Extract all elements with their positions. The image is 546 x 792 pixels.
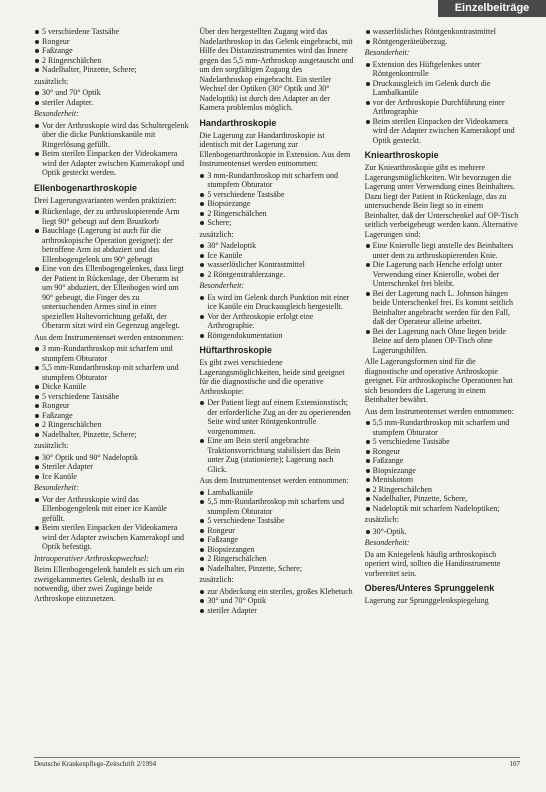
list-item: Extension des Hüftgelenkes unter Röntgenkontrolle xyxy=(365,60,520,79)
list-item: Faßzange xyxy=(199,535,354,545)
column-2 xyxy=(199,27,354,747)
bullet-list xyxy=(34,27,189,75)
list-item: Nadelhalter, Pinzette, Schere; xyxy=(34,65,189,75)
label-additional: zusätzlich: xyxy=(34,76,69,86)
list-item: zur Abdeckung ein steriles, großes Klebetuch xyxy=(199,587,354,597)
list-item: Ice Kanüle xyxy=(34,472,189,482)
list-item: Röntgengeräteüberzug. xyxy=(365,37,520,47)
bullet-list xyxy=(365,27,520,46)
label-additional: zusätzlich: xyxy=(364,515,399,524)
list-item: Faßzange xyxy=(34,46,189,56)
label-additional: zusätzlich: xyxy=(199,229,234,239)
list-item: 5 verschiedene Tastsäbe xyxy=(365,437,520,447)
list-item: Nadelhalter, Pinzette, Schere, xyxy=(365,494,520,504)
list-item: Rongeur xyxy=(199,526,354,536)
list-item: 5 verschiedene Tastsäbe xyxy=(34,392,189,402)
list-item: Ice Kanüle xyxy=(199,251,354,261)
list-item: 30° Nadeloptik xyxy=(199,241,354,251)
list-item: Die Lagerung nach Henche erfolgt unter Verwendung einer Knierolle, wobei der Unterschenkel frei bleibt. xyxy=(365,260,520,289)
list-item: Eine von des Ellenbogengelenkes, dass liegt der Patient in Rückenlage, der Oberarm ist um 90° abduziert, der Ellenbogen wird um 90° gebeugt, die Finger des zu untersuchenden Armes sind in einer speziellen Haltevorrichtung gefaßt, der Oberarm sitzt wird ein Gegenzug angelegt. xyxy=(34,264,189,331)
heading-hand: Handarthroskopie xyxy=(199,117,277,128)
list-item: Vor der Arthroskopie wird das Ellenbogengelenk mit einer ice Kanüle gefüllt. xyxy=(34,495,189,524)
list-item: 5,5 mm-Rundarthroskop mit scharfem und stumpfem Obturator xyxy=(34,363,189,382)
list-item: 5 verschiedene Tastsäbe xyxy=(199,516,354,526)
paragraph: Lagerung zur Sprunggelenkspiegelung xyxy=(364,596,489,605)
list-item: Biopsiezange xyxy=(199,199,354,209)
page-number: 107 xyxy=(509,760,520,768)
journal-citation: Deutsche Krankenpflege-Zeitschrift 2/1994 xyxy=(34,760,157,768)
list-item: Steriler Adapter xyxy=(34,462,189,472)
paragraph: Beim Ellenbogengelenk handelt es sich um ein zweigekammertes Gelenk, deshalb ist es notwendig, über zwei Zugänge beide Arthroskope einzusetzen. xyxy=(34,565,185,603)
paragraph: Da am Kniegelenk häufig arthroskopisch operiert wird, sollten die Handinstrumente vorbereitet sein. xyxy=(364,549,501,578)
list-item: Vor der Arthroskopie erfolgt eine Arthrographie. xyxy=(199,312,354,331)
list-item: Röntgendokumentation xyxy=(199,331,354,341)
bullet-list xyxy=(199,241,354,279)
paragraph: Aus dem Instrumentenset werden entnommen: xyxy=(364,406,514,416)
bullet-list xyxy=(365,60,520,146)
heading-elbow: Ellenbogenarthroskopie xyxy=(34,182,138,193)
bullet-list xyxy=(365,241,520,355)
paragraph: Zur Kniearthroskopie gibt es mehrere Lagerungsmöglichkeiten. Wir bevorzugen die Lagerung unter Verwendung eines Beinhalters. Dazu liegt der Patient in Rückenlage, das zu untersuchende Bein liegt so in einem Beinhalter, daß der Unterschenkel auf OP-Tisch seitlich verbeigebeugt werden kann. Alternative Lagerungen sind: xyxy=(364,163,519,239)
list-item: 5,5 mm-Rundarthroskop mit scharfem und stumpfem Obturator xyxy=(199,497,354,516)
list-item: Eine Knierolle liegt anstelle des Beinhalters unter dem zu arthroskopierenden Knie. xyxy=(365,241,520,260)
bullet-list xyxy=(365,418,520,513)
list-item: Rückenlage, der zu arthroskopierende Arm liegt 90° gebeugt auf dem Brustkorb xyxy=(34,207,189,226)
paragraph: Über den hergestellten Zugang wird das Nadelarthroskop in das Gelenk eingebracht, mit Hilfe des Distanzinstrumentes wird das Innere gegen das 5,5 mm-Arthroskop ausgetauscht und um den sorgfältigen Zugang des Nadelarthroskop eingebracht. Ein steriler Wechsel der Optiken (30° Optik und 30° Nadeloptik) ist durch den Adapter an der Kamera problemlos möglich. xyxy=(199,27,354,112)
list-item: Rongeur xyxy=(34,37,189,47)
label-special: Besonderheit: xyxy=(34,109,79,118)
list-item: Beim sterilen Einpacken der Videokamera wird der Adapter zwischen Kamerakopf und Optik befestigt. xyxy=(34,523,189,552)
list-item: Bei der Lagerung nach Ohne liegen beide Beine auf dem planen OP-Tisch ohne Lagerungshilfen. xyxy=(365,327,520,356)
list-item: steriler Adapter. xyxy=(34,98,189,108)
list-item: 30° und 70° Optik xyxy=(199,596,354,606)
column-3 xyxy=(365,27,520,747)
list-item: Nadeloptik mit scharfem Nadeloptiken; xyxy=(365,504,520,514)
heading-ankle: Oberes/Unteres Sprunggelenk xyxy=(364,583,495,593)
list-item: wasserlösliches Röntgenkontrastmittel xyxy=(365,27,520,37)
list-item: 2 Ringerschälchen xyxy=(365,485,520,495)
paragraph: Drei Lagerungsvarianten werden praktiziert: xyxy=(34,195,177,205)
paragraph: Die Lagerung zur Handarthroskopie ist identisch mit der Lagerung zur Ellenbogenarthroskopie in Extension. Aus dem Instrumentenset werden entnommen: xyxy=(199,130,351,168)
bullet-list xyxy=(199,488,354,574)
list-item: Lambalkanüle xyxy=(199,488,354,498)
paragraph: Aus dem Instrumentenset werden entnommen: xyxy=(34,332,184,342)
bullet-list xyxy=(199,171,354,228)
list-item: 30° und 70° Optik xyxy=(34,88,189,98)
list-item: Vor der Arthroskopie wird das Schultergelenk über die dicke Punktionskanüle mit Ringerlösung gefüllt. xyxy=(34,121,189,150)
list-item: Bauchlage (Lagerung ist auch für die arthroskopische Operation geeignet): der betroffene Arm ist abduziert und das Ellenbogengelenk um 90° gebeugt xyxy=(34,226,189,264)
page-footer xyxy=(34,757,520,768)
list-item: 30°-Optik. xyxy=(365,527,520,537)
heading-hip: Hüftarthroskopie xyxy=(199,345,272,355)
list-item: Es wird im Gelenk durch Punktion mit einer ice Kanüle ein Druckausgleich hergestellt. xyxy=(199,293,354,312)
list-item: Schere; xyxy=(199,218,354,228)
list-item: Nadelhalter, Pinzette, Schere; xyxy=(34,430,189,440)
list-item: 2 Ringerschälchen xyxy=(34,56,189,66)
list-item: steriler Adapter xyxy=(199,606,354,616)
label-additional: zusätzlich: xyxy=(199,575,234,584)
text-columns xyxy=(34,27,520,747)
label-additional: zusätzlich: xyxy=(34,441,69,450)
bullet-list xyxy=(365,527,520,537)
list-item: 5 verschiedene Tastsäbe xyxy=(199,190,354,200)
label-special: Besonderheit: xyxy=(364,538,410,547)
list-item: Biopsiezange xyxy=(365,466,520,476)
bullet-list xyxy=(34,344,189,439)
subheading-intraop: Intraoperativer Arthroskopwechsel: xyxy=(34,553,149,563)
list-item: wasserlöslicher Kontrastmittel xyxy=(199,260,354,270)
list-item: Dicke Kanüle xyxy=(34,382,189,392)
list-item: Nadelhalter, Pinzette, Schere; xyxy=(199,564,354,574)
heading-knee: Kniearthroskopie xyxy=(364,150,439,160)
list-item: Eine am Bein steril angebrachte Traktionsvorrichtung stabilisiert das Bein unter Zug (stationierte); Lagerung nach Glick. xyxy=(199,436,354,474)
bullet-list xyxy=(199,293,354,341)
bullet-list xyxy=(34,495,189,552)
list-item: 2 Ringerschälchen xyxy=(34,420,189,430)
bullet-list xyxy=(199,587,354,616)
section-label: Einzelbeiträge xyxy=(438,0,546,17)
list-item: Meniskotom xyxy=(365,475,520,485)
list-item: 2 Ringerschälchen xyxy=(199,209,354,219)
list-item: Faßzange xyxy=(34,411,189,421)
list-item: Druckausgleich im Gelenk durch die Lambalkanüle xyxy=(365,79,520,98)
list-item: 5,5 mm-Rundarthroskop mit scharfem und stumpfem Obturator xyxy=(365,418,520,437)
column-1 xyxy=(34,27,189,747)
label-special: Besonderheit: xyxy=(199,281,245,290)
paragraph: Alle Lagerungsformen sind für die diagnostische und operative Arthroskopie geeignet. Für arthroskopische Operationen hat sich besonders die Lagerung in einem Beinhalter bewährt. xyxy=(364,357,513,404)
list-item: Rongeur xyxy=(34,401,189,411)
bullet-list xyxy=(34,88,189,107)
list-item: Biopsiezangen xyxy=(199,545,354,555)
label-special: Besonderheit: xyxy=(364,48,410,57)
bullet-list xyxy=(34,207,189,331)
paragraph: Es gibt zwei verschiedene Lagerungsmöglichkeiten, beide sind geeignet für die diagnostische und die operative Arthroskopie: xyxy=(199,358,345,396)
bullet-list xyxy=(199,398,354,474)
list-item: vor der Arthroskopie Durchführung einer Arthrographie xyxy=(365,98,520,117)
label-special: Besonderheit: xyxy=(34,483,79,492)
list-item: 5 verschiedene Tastsäbe xyxy=(34,27,189,37)
bullet-list xyxy=(34,121,189,178)
paragraph: Aus dem Instrumentenset werden entnommen: xyxy=(199,476,349,485)
list-item: Faßzange xyxy=(365,456,520,466)
list-item: 2 Röntgenstrahlerzange. xyxy=(199,270,354,280)
list-item: 3 mm-Rundarthroskop mit scharfem und stumpfem Obturator xyxy=(199,171,354,190)
list-item: 3 mm-Rundarthroskop mit scharfem und stumpfem Obturator xyxy=(34,344,189,363)
list-item: Rongeur xyxy=(365,447,520,457)
list-item: 2 Ringerschälchen xyxy=(199,554,354,564)
list-item: Bei der Lagerung nach L. Johnson hängen beide Unterschenkel frei. Es kommt seitlich Beinhalter angebracht werden für den Fall, daß der Operateur alleine arbeitet. xyxy=(365,289,520,327)
list-item: 30° Optik und 90° Nadeloptik xyxy=(34,453,189,463)
list-item: Der Patient liegt auf einem Extensionstisch; der erforderliche Zug an der zu operierenden Seite wird unter Röntgenkontrolle vorgenommen. xyxy=(199,398,354,436)
bullet-list xyxy=(34,453,189,482)
list-item: Beim sterilen Einpacken der Videokamera wird der Adapter zwischen Kamerakopf und Optik gesteckt werden. xyxy=(34,149,189,178)
list-item: Beim sterilen Einpacken der Videokamera wird der Adapter zwischen Kamerakopf und Optik gesteckt. xyxy=(365,117,520,146)
